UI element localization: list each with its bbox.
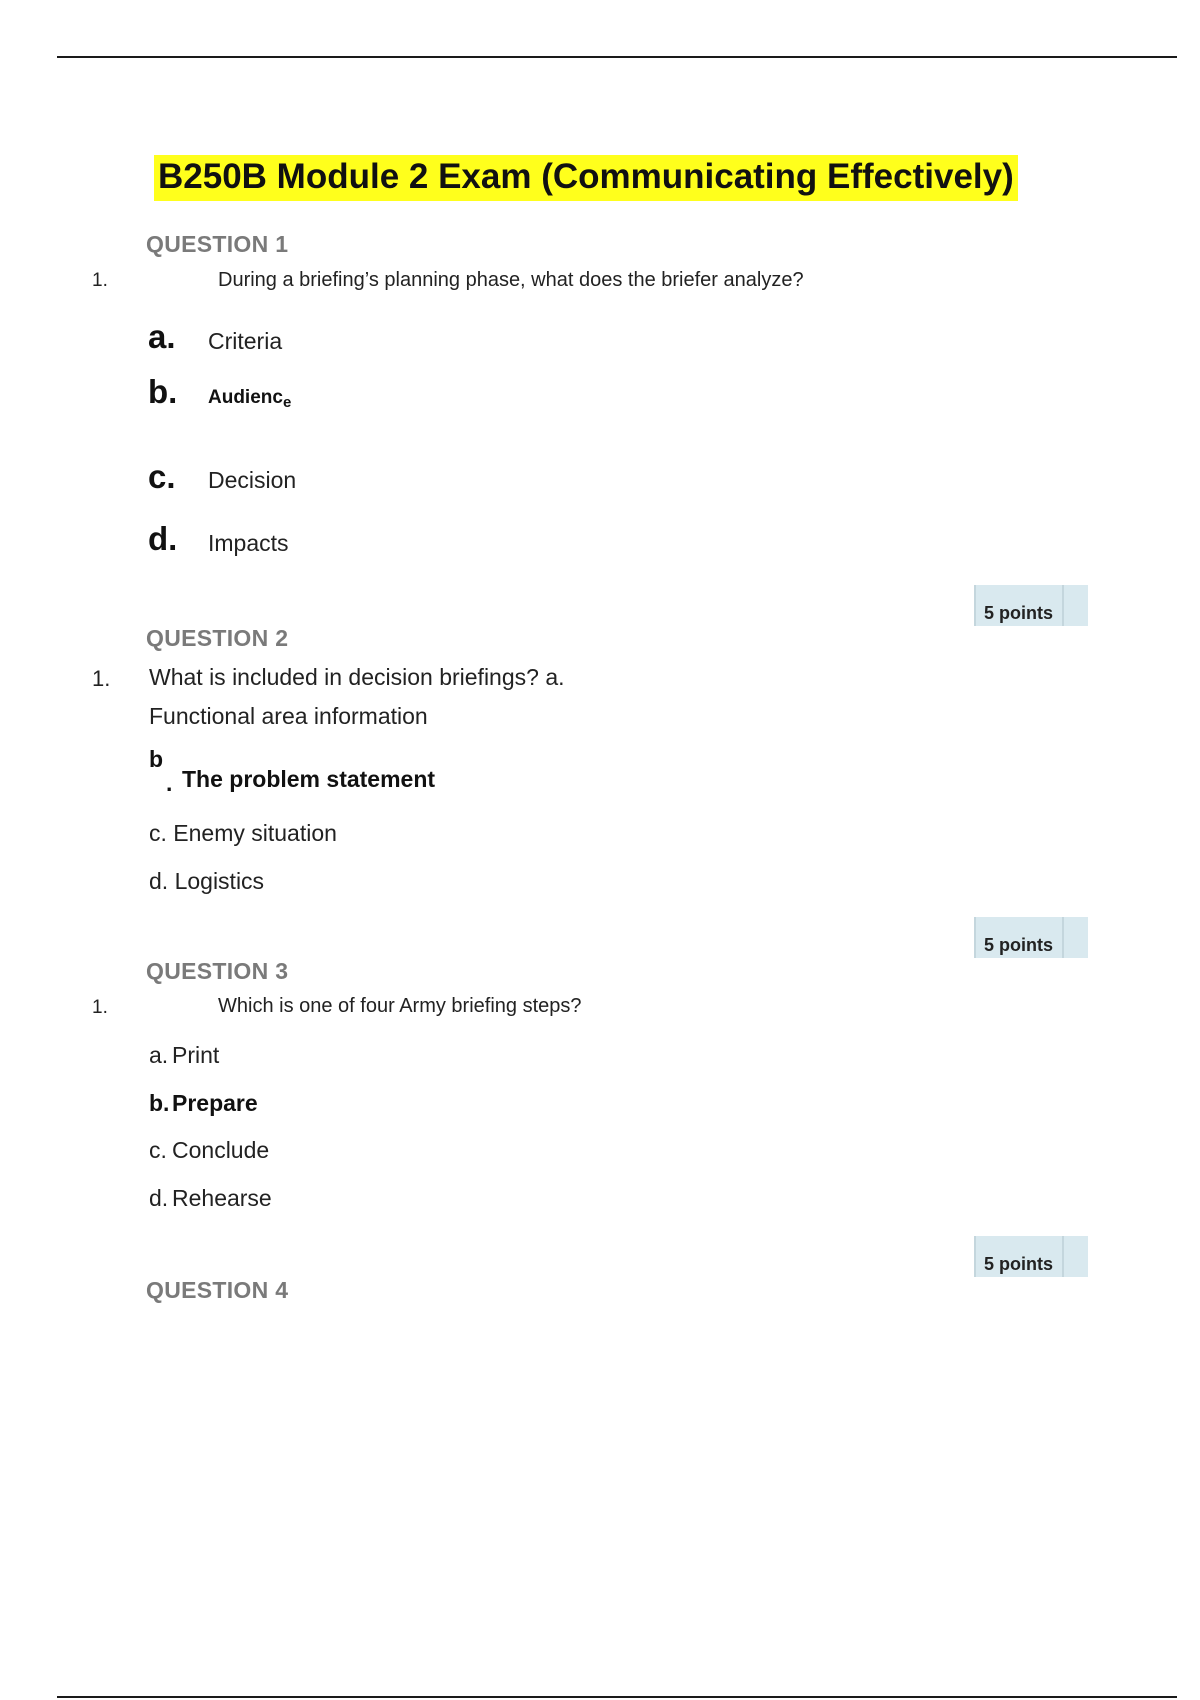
option-letter: b — [149, 746, 164, 772]
top-rule — [57, 56, 1177, 58]
points-label: 5 points — [984, 935, 1054, 955]
points-box — [974, 585, 1088, 626]
option-text: Rehearse — [172, 1185, 272, 1211]
option-letter-period: . — [166, 770, 173, 796]
option-text: Prepare — [172, 1090, 258, 1116]
option-letter: d. — [149, 1185, 169, 1211]
page-title: B250B Module 2 Exam (Communicating Effectively) — [154, 155, 1018, 201]
option-letter: d. — [148, 520, 178, 557]
option-text: c. Enemy situation — [149, 820, 337, 846]
bottom-rule — [57, 1696, 1177, 1698]
option-letter: b. — [148, 373, 178, 410]
question-3-number: 1. — [92, 997, 108, 1018]
points-divider — [1062, 1236, 1064, 1277]
question-2-heading: QUESTION 2 — [146, 625, 289, 651]
option-text: d. Logistics — [149, 868, 265, 894]
question-2-text: What is included in decision briefings? a. — [149, 664, 565, 690]
question-1-number: 1. — [92, 270, 108, 291]
option-letter: c. — [148, 458, 176, 495]
option-text: Decision — [208, 467, 297, 493]
option-text: The problem statement — [182, 766, 436, 792]
points-divider — [1062, 917, 1064, 958]
option-letter: a. — [148, 318, 176, 355]
question-2-number: 1. — [92, 666, 111, 691]
question-3-text: Which is one of four Army briefing steps? — [218, 995, 582, 1017]
points-label: 5 points — [984, 603, 1054, 623]
option-text-main: Audienc — [208, 387, 283, 408]
question-1-heading: QUESTION 1 — [146, 231, 289, 257]
option-letter: b. — [149, 1090, 170, 1116]
question-4-heading: QUESTION 4 — [146, 1277, 289, 1303]
points-divider — [1062, 585, 1064, 626]
option-letter: c. — [149, 1137, 167, 1163]
option-text: Functional area information — [149, 703, 428, 729]
option-text: Impacts — [208, 530, 289, 556]
option-text: Criteria — [208, 328, 283, 354]
option-text-suffix: e — [282, 394, 292, 411]
points-label: 5 points — [984, 1254, 1054, 1274]
question-3-heading: QUESTION 3 — [146, 958, 289, 984]
points-box — [974, 917, 1088, 958]
option-text: Print — [172, 1042, 220, 1068]
option-letter: a. — [149, 1042, 169, 1068]
points-box — [974, 1236, 1088, 1277]
question-1-text: During a briefing’s planning phase, what does the briefer analyze? — [218, 269, 804, 291]
option-text — [208, 387, 291, 409]
option-text: Conclude — [172, 1137, 270, 1163]
